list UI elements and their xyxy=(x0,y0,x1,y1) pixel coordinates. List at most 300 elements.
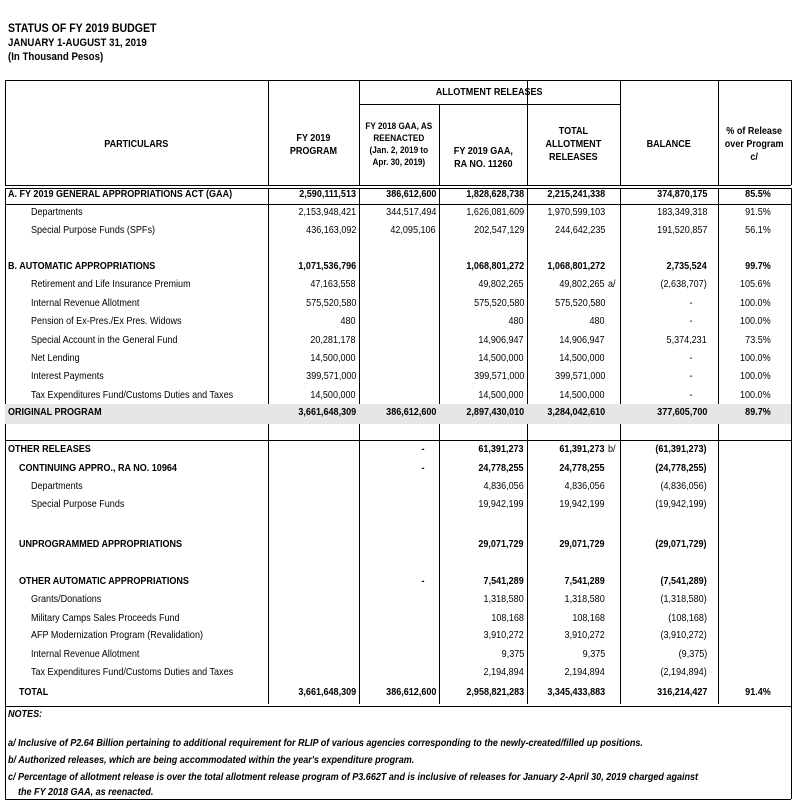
cell-value: 399,571,000 xyxy=(473,370,524,382)
header-gaa-2019: FY 2019 GAA, RA NO. 11260 xyxy=(453,144,513,170)
grid-line xyxy=(5,706,791,707)
cell-value: 19,942,199 xyxy=(559,498,605,510)
cell-total xyxy=(527,480,605,492)
cell-value: - xyxy=(688,389,692,401)
row-label-text: Special Purpose Funds xyxy=(31,498,125,510)
cell-value: 91.5% xyxy=(745,206,771,218)
cell-value: (3,910,272) xyxy=(660,629,707,641)
cell-gaa2018 xyxy=(359,575,424,587)
cell-value: 2,194,894 xyxy=(564,666,605,678)
row-label-text: OTHER RELEASES xyxy=(8,443,91,455)
row-label xyxy=(31,352,88,364)
cell-value: 2,590,111,513 xyxy=(299,188,356,200)
cell-value: 108,168 xyxy=(491,612,524,624)
row-label-text: Grants/Donations xyxy=(31,593,102,605)
cell-gaa2019 xyxy=(439,686,524,698)
cell-program xyxy=(268,278,356,290)
cell-value: 480 xyxy=(340,315,356,327)
cell-total xyxy=(527,334,605,346)
cell-value: 1,071,536,796 xyxy=(298,260,356,272)
row-label-text: Special Account in the General Fund xyxy=(31,334,178,346)
grid-line xyxy=(791,188,792,704)
row-label xyxy=(31,206,91,218)
cell-value: (29,071,729) xyxy=(655,538,707,550)
cell-value: 2,897,430,010 xyxy=(466,406,524,418)
cell-value: - xyxy=(420,462,424,474)
cell-value: 49,802,265 xyxy=(478,278,524,290)
row-label-text: OTHER AUTOMATIC APPROPRIATIONS xyxy=(19,575,189,587)
row-label-text: TOTAL xyxy=(19,686,49,698)
grid-line xyxy=(5,80,791,81)
cell-total xyxy=(527,260,605,272)
cell-balance xyxy=(620,206,707,218)
cell-total xyxy=(527,352,605,364)
cell-balance xyxy=(620,443,707,455)
cell-balance xyxy=(620,612,707,624)
cell-total xyxy=(527,612,605,624)
row-label-text: Net Lending xyxy=(31,352,80,364)
cell-balance xyxy=(620,188,707,200)
cell-program xyxy=(268,389,356,401)
cell-gaa2019 xyxy=(439,389,524,401)
cell-balance xyxy=(620,224,707,236)
row-label xyxy=(31,278,217,290)
cell-program xyxy=(268,352,356,364)
cell-value: 4,836,056 xyxy=(564,480,605,492)
row-label xyxy=(8,443,104,455)
grid-line xyxy=(527,80,528,185)
header-balance: BALANCE xyxy=(646,138,692,150)
cell-gaa2018 xyxy=(359,224,436,236)
footnote-marker-text: b/ xyxy=(608,443,616,455)
grid-line xyxy=(718,80,719,185)
cell-value: 29,071,729 xyxy=(559,538,605,550)
cell-value: 575,520,580 xyxy=(473,297,524,309)
cell-value: 14,500,000 xyxy=(310,389,356,401)
cell-gaa2018 xyxy=(359,443,424,455)
cell-gaa2018 xyxy=(359,206,436,218)
cell-total xyxy=(527,462,605,474)
cell-total xyxy=(527,666,605,678)
cell-balance xyxy=(620,593,707,605)
cell-balance xyxy=(620,666,707,678)
cell-value: 1,970,599,103 xyxy=(547,206,605,218)
cell-gaa2018 xyxy=(359,462,424,474)
cell-value: (108,168) xyxy=(668,612,707,624)
cell-value: 3,661,648,309 xyxy=(298,686,356,698)
grid-line xyxy=(5,799,791,800)
cell-program xyxy=(268,224,356,236)
cell-total xyxy=(527,406,605,418)
grid-line xyxy=(791,80,792,185)
cell-total xyxy=(527,188,605,200)
row-label xyxy=(31,498,140,510)
cell-program xyxy=(268,260,356,272)
cell-program xyxy=(268,334,356,346)
cell-value: (4,836,056) xyxy=(660,480,707,492)
cell-balance xyxy=(620,462,707,474)
cell-value: 73.5% xyxy=(745,334,771,346)
cell-balance xyxy=(620,389,692,401)
cell-value: (2,194,894) xyxy=(660,666,707,678)
cell-total xyxy=(527,224,605,236)
row-label xyxy=(19,538,209,550)
row-label xyxy=(31,480,91,492)
cell-value: 105.6% xyxy=(740,278,771,290)
cell-value: 56.1% xyxy=(745,224,771,236)
cell-value: 20,281,178 xyxy=(310,334,356,346)
footnote-marker-text: a/ xyxy=(608,278,616,290)
cell-gaa2019 xyxy=(439,224,524,236)
cell-program xyxy=(268,297,356,309)
cell-balance xyxy=(620,686,707,698)
cell-program xyxy=(268,406,356,418)
grid-line xyxy=(5,80,6,185)
cell-pct xyxy=(718,370,771,382)
cell-balance xyxy=(620,648,707,660)
cell-total xyxy=(527,315,605,327)
cell-gaa2019 xyxy=(439,188,524,200)
cell-value: (9,375) xyxy=(678,648,707,660)
row-label-text: Special Purpose Funds (SPFs) xyxy=(31,224,155,236)
cell-value: 2,194,894 xyxy=(483,666,524,678)
cell-value: 42,095,106 xyxy=(390,224,436,236)
cell-value: 9,375 xyxy=(501,648,524,660)
cell-gaa2019 xyxy=(439,406,524,418)
cell-total xyxy=(527,297,605,309)
cell-value: 480 xyxy=(589,315,605,327)
note-line xyxy=(8,754,480,766)
cell-pct xyxy=(718,224,771,236)
row-label xyxy=(8,260,179,272)
grid-line xyxy=(620,80,621,185)
cell-value: 100.0% xyxy=(740,297,771,309)
cell-value: 24,778,255 xyxy=(559,462,605,474)
header-allotment-releases: ALLOTMENT RELEASES xyxy=(436,85,543,98)
row-label-text: Retirement and Life Insurance Premium xyxy=(31,278,191,290)
cell-gaa2019 xyxy=(439,593,524,605)
cell-balance xyxy=(620,260,707,272)
cell-value: (24,778,255) xyxy=(655,462,707,474)
cell-value: 2,153,948,421 xyxy=(298,206,356,218)
cell-value: 2,735,524 xyxy=(666,260,707,272)
cell-value: 1,318,580 xyxy=(564,593,605,605)
row-label-text: AFP Modernization Program (Revalidation) xyxy=(31,629,203,641)
cell-value: 4,836,056 xyxy=(483,480,524,492)
cell-total xyxy=(527,575,605,587)
cell-balance xyxy=(620,575,707,587)
cell-value: 100.0% xyxy=(740,315,771,327)
cell-value: 85.5% xyxy=(745,188,771,200)
cell-total xyxy=(527,278,605,290)
cell-balance xyxy=(620,629,707,641)
row-label xyxy=(8,188,269,200)
cell-value: - xyxy=(420,443,424,455)
cell-total xyxy=(527,443,605,455)
cell-gaa2019 xyxy=(439,297,524,309)
cell-value: 316,214,427 xyxy=(656,686,707,698)
cell-gaa2019 xyxy=(439,260,524,272)
cell-value: 5,374,231 xyxy=(666,334,707,346)
grid-line xyxy=(359,104,620,105)
cell-program xyxy=(268,206,356,218)
row-label xyxy=(31,612,204,624)
cell-value: 244,642,235 xyxy=(554,224,605,236)
cell-value: 108,168 xyxy=(572,612,605,624)
cell-balance xyxy=(620,278,707,290)
row-label-text: CONTINUING APPRO., RA NO. 10964 xyxy=(19,462,177,474)
header-gaa-2018: FY 2018 GAA, AS REENACTED (Jan. 2, 2019 to Apr. 30, 2019) xyxy=(365,120,433,168)
cell-pct xyxy=(718,334,771,346)
footnote-marker xyxy=(608,278,617,290)
cell-value: - xyxy=(688,370,692,382)
row-label-text: Internal Revenue Allotment xyxy=(31,648,140,660)
report-title: STATUS OF FY 2019 BUDGET xyxy=(8,21,157,35)
cell-gaa2019 xyxy=(439,352,524,364)
cell-value: 386,612,600 xyxy=(385,686,436,698)
cell-value: 1,068,801,272 xyxy=(547,260,605,272)
row-label xyxy=(19,575,217,587)
cell-total xyxy=(527,629,605,641)
grid-line xyxy=(359,80,360,185)
footnote-marker xyxy=(608,443,617,455)
cell-value: 14,906,947 xyxy=(559,334,605,346)
grid-line xyxy=(791,704,792,799)
cell-value: 14,500,000 xyxy=(478,352,524,364)
cell-program xyxy=(268,188,356,200)
cell-gaa2019 xyxy=(439,538,524,550)
cell-value: 202,547,129 xyxy=(473,224,524,236)
cell-value: 29,071,729 xyxy=(478,538,524,550)
cell-gaa2018 xyxy=(359,686,436,698)
note-line xyxy=(18,786,175,798)
note-text: b/ Authorized releases, which are being accommodated within the year's expenditure program. xyxy=(8,754,415,766)
note-text: the FY 2018 GAA, as reenacted. xyxy=(18,786,154,798)
row-label-text: Tax Expenditures Fund/Customs Duties and Taxes xyxy=(31,666,234,678)
cell-pct xyxy=(718,315,771,327)
row-label xyxy=(31,389,266,401)
cell-value: 61,391,273 xyxy=(559,443,605,455)
cell-value: 61,391,273 xyxy=(478,443,524,455)
cell-value: 91.4% xyxy=(745,686,771,698)
cell-pct xyxy=(718,278,771,290)
cell-value: 436,163,092 xyxy=(305,224,356,236)
cell-value: 374,870,175 xyxy=(656,188,707,200)
grid-line xyxy=(5,204,791,205)
row-label-text: ORIGINAL PROGRAM xyxy=(8,406,102,418)
cell-value: 1,828,628,738 xyxy=(466,188,524,200)
row-label-text: Departments xyxy=(31,480,83,492)
cell-balance xyxy=(620,297,692,309)
grid-line xyxy=(5,188,6,704)
cell-value: 100.0% xyxy=(740,370,771,382)
row-label-text: Departments xyxy=(31,206,83,218)
cell-total xyxy=(527,648,605,660)
cell-pct xyxy=(718,686,771,698)
header-total-releases: TOTAL ALLOTMENT RELEASES xyxy=(545,125,602,163)
cell-value: 575,520,580 xyxy=(305,297,356,309)
cell-gaa2018 xyxy=(359,188,436,200)
cell-value: (19,942,199) xyxy=(655,498,707,510)
cell-value: 1,626,081,609 xyxy=(466,206,524,218)
cell-gaa2018 xyxy=(359,406,436,418)
row-label-text: Military Camps Sales Proceeds Fund xyxy=(31,612,180,624)
row-label xyxy=(31,629,231,641)
row-label-text: A. FY 2019 GENERAL APPROPRIATIONS ACT (GAA) xyxy=(8,188,233,200)
cell-value: 99.7% xyxy=(745,260,771,272)
row-label xyxy=(31,370,116,382)
row-label xyxy=(31,224,175,236)
notes-title-text: NOTES: xyxy=(8,708,43,720)
row-label xyxy=(31,593,113,605)
cell-gaa2019 xyxy=(439,648,524,660)
row-label-text: UNPROGRAMMED APPROPRIATIONS xyxy=(19,538,183,550)
cell-total xyxy=(527,593,605,605)
cell-total xyxy=(527,498,605,510)
cell-balance xyxy=(620,480,707,492)
cell-pct xyxy=(718,352,771,364)
cell-value: 3,910,272 xyxy=(564,629,605,641)
note-line xyxy=(8,737,746,749)
cell-pct xyxy=(718,188,771,200)
cell-value: 344,517,494 xyxy=(385,206,436,218)
cell-gaa2019 xyxy=(439,206,524,218)
cell-value: - xyxy=(420,575,424,587)
cell-value: - xyxy=(688,315,692,327)
cell-value: 386,612,600 xyxy=(385,406,436,418)
cell-gaa2019 xyxy=(439,575,524,587)
cell-pct xyxy=(718,297,771,309)
row-label xyxy=(8,406,117,418)
cell-total xyxy=(527,370,605,382)
cell-program xyxy=(268,370,356,382)
cell-value: 2,215,241,338 xyxy=(547,188,605,200)
cell-balance xyxy=(620,406,707,418)
cell-value: (2,638,707) xyxy=(660,278,707,290)
cell-value: 14,906,947 xyxy=(478,334,524,346)
cell-value: 100.0% xyxy=(740,352,771,364)
grid-line xyxy=(5,440,791,441)
cell-value: 49,802,265 xyxy=(559,278,605,290)
notes-title xyxy=(8,708,48,720)
cell-gaa2019 xyxy=(439,629,524,641)
cell-value: 575,520,580 xyxy=(554,297,605,309)
header-program: FY 2019 PROGRAM xyxy=(289,131,338,157)
cell-value: 24,778,255 xyxy=(478,462,524,474)
cell-value: 183,349,318 xyxy=(656,206,707,218)
row-label-text: Pension of Ex-Pres./Ex Pres. Widows xyxy=(31,315,182,327)
row-label-text: B. AUTOMATIC APPROPRIATIONS xyxy=(8,260,156,272)
cell-balance xyxy=(620,370,692,382)
cell-gaa2019 xyxy=(439,498,524,510)
cell-value: 19,942,199 xyxy=(478,498,524,510)
cell-gaa2019 xyxy=(439,370,524,382)
cell-gaa2019 xyxy=(439,480,524,492)
cell-program xyxy=(268,686,356,698)
note-line xyxy=(8,771,795,783)
cell-value: 14,500,000 xyxy=(478,389,524,401)
cell-pct xyxy=(718,206,771,218)
cell-value: 100.0% xyxy=(740,389,771,401)
cell-value: 7,541,289 xyxy=(483,575,524,587)
cell-total xyxy=(527,206,605,218)
cell-value: 89.7% xyxy=(745,406,771,418)
cell-value: 191,520,857 xyxy=(656,224,707,236)
cell-balance xyxy=(620,334,707,346)
cell-total xyxy=(527,686,605,698)
cell-gaa2019 xyxy=(439,462,524,474)
cell-gaa2019 xyxy=(439,315,524,327)
grid-line xyxy=(439,104,440,185)
cell-balance xyxy=(620,498,707,510)
cell-value: 377,605,700 xyxy=(656,406,707,418)
cell-gaa2019 xyxy=(439,278,524,290)
cell-value: 399,571,000 xyxy=(305,370,356,382)
cell-value: 3,661,648,309 xyxy=(298,406,356,418)
report-subtitle: JANUARY 1-AUGUST 31, 2019 xyxy=(8,37,147,49)
cell-value: (61,391,273) xyxy=(655,443,707,455)
row-label-text: Internal Revenue Allotment xyxy=(31,297,140,309)
cell-value: 3,345,433,883 xyxy=(547,686,605,698)
note-text: a/ Inclusive of P2.64 Billion pertaining to additional requirement for RLIP of various agencies corresponding to the newly-created/filled up positions. xyxy=(8,737,643,749)
cell-pct xyxy=(718,260,771,272)
row-label xyxy=(19,686,53,698)
cell-value: (1,318,580) xyxy=(660,593,707,605)
cell-balance xyxy=(620,538,707,550)
cell-value: 47,163,558 xyxy=(310,278,356,290)
cell-value: 14,500,000 xyxy=(559,352,605,364)
cell-pct xyxy=(718,389,771,401)
cell-value: - xyxy=(688,297,692,309)
row-label-text: Tax Expenditures Fund/Customs Duties and Taxes xyxy=(31,389,234,401)
note-text: c/ Percentage of allotment release is over the total allotment release program of P3.662T and is inclusive of releases for January 2-April 30, 2019 charged against xyxy=(8,771,699,783)
cell-gaa2019 xyxy=(439,443,524,455)
cell-balance xyxy=(620,352,692,364)
row-label xyxy=(31,648,157,660)
cell-value: 480 xyxy=(508,315,524,327)
row-label xyxy=(31,315,206,327)
row-label xyxy=(19,462,203,474)
cell-value: 3,284,042,610 xyxy=(547,406,605,418)
cell-value: 3,910,272 xyxy=(483,629,524,641)
row-label-text: Interest Payments xyxy=(31,370,104,382)
header-particulars: PARTICULARS xyxy=(104,138,169,150)
cell-value: 386,612,600 xyxy=(385,188,436,200)
cell-value: 14,500,000 xyxy=(559,389,605,401)
cell-value: (7,541,289) xyxy=(660,575,707,587)
cell-balance xyxy=(620,315,692,327)
cell-gaa2019 xyxy=(439,612,524,624)
cell-value: 1,068,801,272 xyxy=(466,260,524,272)
cell-gaa2019 xyxy=(439,666,524,678)
grid-line xyxy=(268,80,269,185)
cell-value: - xyxy=(688,352,692,364)
budget-table xyxy=(5,80,791,800)
report-unit: (In Thousand Pesos) xyxy=(8,51,104,63)
cell-pct xyxy=(718,406,771,418)
grid-line xyxy=(5,704,6,799)
cell-total xyxy=(527,538,605,550)
cell-program xyxy=(268,315,356,327)
row-label xyxy=(31,334,201,346)
grid-line xyxy=(5,185,791,186)
cell-value: 1,318,580 xyxy=(483,593,524,605)
header-percent-release: % of Release over Program c/ xyxy=(725,125,784,163)
cell-value: 9,375 xyxy=(582,648,605,660)
cell-gaa2019 xyxy=(439,334,524,346)
row-label xyxy=(31,297,157,309)
cell-value: 14,500,000 xyxy=(310,352,356,364)
